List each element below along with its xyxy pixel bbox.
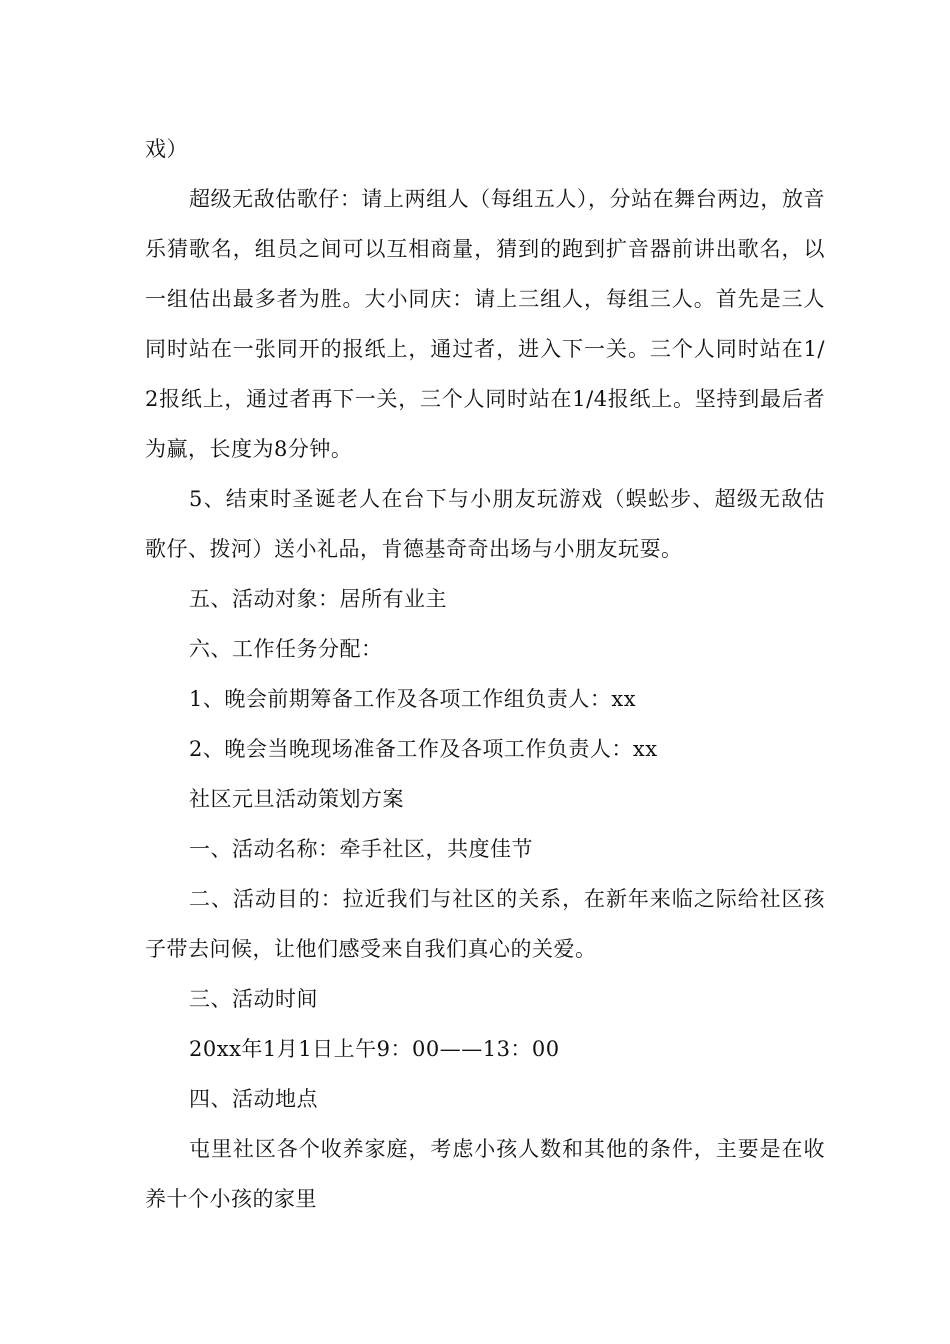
- paragraph-activity-purpose: 二、活动目的：拉近我们与社区的关系，在新年来临之际给社区孩子带去问候，让他们感受来自我们真心的关爱。: [145, 887, 825, 961]
- document-body: [145, 124, 825, 1224]
- paragraph-task-2: 2、晚会当晚现场准备工作及各项工作负责人：xx: [189, 737, 658, 761]
- paragraph-activity-time: 20xx年1月1日上午9：00——13：00: [189, 1037, 560, 1061]
- paragraph-activity-target: 五、活动对象：居所有业主: [189, 587, 447, 611]
- paragraph-task-1: 1、晚会前期筹备工作及各项工作组负责人：xx: [189, 687, 637, 711]
- paragraph-activity-location: 屯里社区各个收养家庭，考虑小孩人数和其他的条件，主要是在收养十个小孩的家里: [145, 1137, 825, 1211]
- paragraph-song-guess-game: 超级无敌估歌仔：请上两组人（每组五人），分站在舞台两边，放音乐猜歌名，组员之间可以互相商量，猜到的跑到扩音器前讲出歌名，以一组估出最多者为胜。大小同庆：请上三组人，每组三人。首先是三人同时站在一张同开的报纸上，通过者，进入下一关。三个人同时站在1/2报纸上，通过者再下一关，三个人同时站在1/4报纸上。坚持到最后者为赢，长度为8分钟。: [145, 187, 825, 461]
- paragraph-continuation: 戏）: [145, 137, 188, 161]
- paragraph-task-assignment-heading: 六、工作任务分配：: [189, 637, 383, 661]
- paragraph-activity-time-heading: 三、活动时间: [189, 987, 318, 1011]
- paragraph-activity-name: 一、活动名称：牵手社区，共度佳节: [189, 837, 533, 861]
- paragraph-activity-location-heading: 四、活动地点: [189, 1087, 318, 1111]
- section-title: 社区元旦活动策划方案: [189, 787, 404, 811]
- paragraph-closing-games: 5、结束时圣诞老人在台下与小朋友玩游戏（蜈蚣步、超级无敌估歌仔、拨河）送小礼品，肯德基奇奇出场与小朋友玩耍。: [145, 487, 825, 561]
